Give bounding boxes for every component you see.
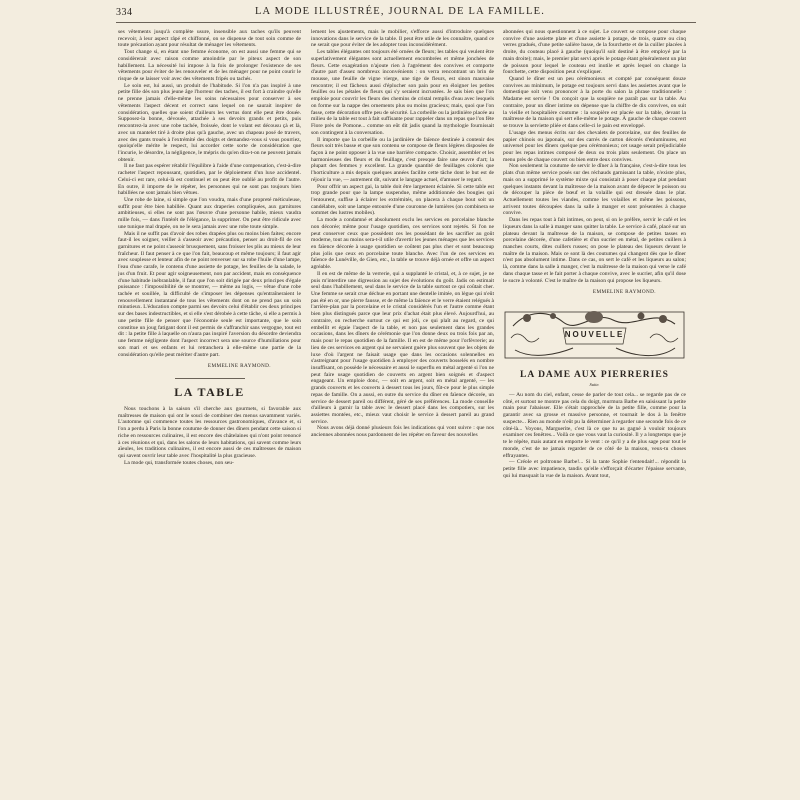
paragraph: ses vêtements jusqu'à complète usure, insensible aux taches qu'ils peuvent recevoir, à leur aspect râpé et chiffonné, on se dispense de tout soin comme de toute précaution ayant pour résultat de ménager les vêtements.	[118, 29, 301, 49]
paragraph: Pour offrir un aspect gai, la table doit être largement éclairée. Si cette table est trop grande pour que la lampe suspendue, même additionnée des bougies qui l'entourent, suffise à éclairer les extrémités, on placera à chaque bout soit un candélabre, soit une lampe entourée d'une couronne de lumières (on combinera se sommet des lustres mobiles).	[311, 183, 494, 217]
paragraph: Le soin est, lui aussi, un produit de l'habitude. Si l'on n'a pas inspiré à une petite fille dès son plus jeune âge l'horreur des taches, il est fort à craindre qu'elle ne prenne jamais d'elle-même les soins nécessaires pour conserver à ses vêtements l'aspect décent et correct sans lequel on ne saurait inspirer de considération, quelles que soient d'ailleurs les vertus dont elle peut être douée. Supposez-la bonne, dévouée, attachée à ses devoirs grands et petits, puis rencontrez-la avec une robe tachée, froissée, dont le volant est décousu çà et là, avec un mantelet tiré à droite plus qu'à gauche, avec un chapeau posé de travers, avec des gants troués à l'extrémité des doigts et demandez-vous si vous pourriez, quoiqu'elle mérite le respect, lui accorder cette sorte de considération que l'incurie, le désordre, la négligence, le mépris du qu'en dira-t-on ne peuvent jamais obtenir.	[118, 82, 301, 163]
nouvelle-banner	[503, 304, 686, 364]
paragraph: Les tables élégantes ont toujours été ornées de fleurs; les tables qui veulent être superlativement élégantes sont actuellement encombrées et même jonchées de fleurs. Cette exagération n'ajoute rien à l'agrément des convives et comporte d'autre part d'assez nombreux inconvénients : on verra rencontrant un brin de mousse, une feuille de vigne vierge, une tige de fleurs, est sinon mauvaise rencontre; il est fâcheux aussi d'éplucher son pain pour en éloigner les petites feuilles ou les pétales de fleurs qui s'y seraient incrustées. Je sais bien que l'on emploie pour couvrir les fleurs des chemins de cristal remplis d'eau avec lesquels on forme sur la nappe des ornements plus ou moins gracieux; mais, quoi que l'on fasse, cette décoration offre peu de sécurité. La corbeille ou la jardinière placée au milieu de la table est tout à fait suffisante pour rappeler dans un repas que l'on fête Flore près de Pomone... comme on eût dit jadis quand la mythologie fournissait son contingent à la conversation.	[311, 49, 494, 136]
paragraph: La mode qui, transformée toutes choses, non seu-	[124, 459, 234, 466]
section-divider	[175, 378, 245, 379]
paragraph: Non seulement la coutume de servir le dîner à la française, c'est-à-dire tous les plats d'un même service posés sur des réchauds garnissant la table, n'existe plus, mais on a supprimé le système mixte qui consistait à poser chaque plat pendant quelques instants devant la maîtresse de la maison avant de dépecer le poisson ou de découper la pièce de bœuf et la volaille qui est dressée dans le plat. Actuellement toutes les viandes, comme les volailles et même les poissons, arrivent toutes découpées dans la salle à manger et sont présentées à chaque convive.	[503, 163, 686, 217]
story-title: LA DAME AUX PIERRERIES	[520, 370, 669, 381]
banner-label: NOUVELLE	[564, 330, 625, 340]
paragraph: Nous touchons à la saison s'il cherche aux gourmets, si favorable aux maîtresses de maison qui ont le souci de combiner des menus savamment variés. L'automne qui commence toutes les ressources gastronomiques, d'avance et, si l'on a perdu à Paris la bonne coutume de donner des dîners pendant cette saison si riche en ressources culinaires, il est encore des châtelaines qui n'ont point renoncé à ces réunions et qui, dans les salons de leurs habitations, qui savent comme leurs aïeules, les traditions culinaires, il est encore aussi de ces maîtresses de maison qui savent ouvrir leur table avec l'hospitalité la plus gracieuse.	[118, 405, 301, 459]
paragraph: lement les ajustements, mais le mobilier, s'efforce aussi d'introduire quelques innovations dans le service de la table. Il peut être utile de les connaître, quand ce ne serait que pour éviter de les adopter tous inconsidérément.	[311, 29, 494, 49]
paragraph: — Créole et poltronne Barbe!... Si la tante Sophie t'entendait!... répondit la petite fille avec impatience, tandis qu'elle s'efforçait d'écarter l'épaisse servante, qui lui masquait la vue de la maison. Avant tout,	[503, 459, 686, 479]
column-3	[503, 29, 686, 797]
paragraph: Il importe que la corbeille ou la jardinière de faïence destinée à contenir des fleurs soit très basse et que son contenu se compose de fleurs légères disposées de façon à ne point opposer à la vue une barrière compacte. Choisir, assembler et les harmonieuses des fleurs et du feuillage, c'est presque faire une œuvre d'art; la plupart des femmes y excellent. La grande quantité de feuillages colorés que l'horticulture a mis depuis quelques années facilite cette tâche dont le but est de réjouir la vue, — autrement dit, suivant le langage actuel, d'amuser le regard.	[311, 136, 494, 183]
paragraph: Une robe de laine, si simple que l'on voudra, mais d'une propreté méticuleuse, suffit pour être bien habillée. Quant aux draperies compliquées, aux garnitures ambitieuses, si elles ne sont pas l'œuvre d'une personne habile, mieux vaudra mille fois, — dans l'intérêt de l'élégance, la supprimer. On peut être ridicule avec une tunique mal drapée, on ne le sera jamais avec une robe toute simple.	[118, 196, 301, 230]
story-subtitle: Suite.	[589, 382, 600, 388]
paragraph: Quand le dîner est un peu cérémonieux et compté par conséquent douze convives au minimum, le potage est toujours servi dans les assiettes avant que le domestique soit venu prononcer à la porte du salon la phrase traditionnelle : Madame est servie ! On conçoit que la soupière ne paraît pas sur la table. Au contraire, pour un dîner intime on dépense que la chiffre de dix convives, on suit la vieille et hospitalière coutume : la soupière est placée sur la table, devant la maîtresse de la maison qui sert elle-même le potage. À gauche de chaque couvert se trouve la serviette pliée et dans celle-ci le pain est enveloppé.	[503, 76, 686, 130]
column-1	[118, 29, 301, 797]
paragraph: Nous avons déjà donné plusieurs fois les indications qui vont suivre : que nos anciennes abonnées nous pardonnent de les répéter en faveur des nouvelles	[311, 425, 494, 439]
section-title: LA TABLE	[174, 384, 245, 399]
paragraph: La mode a condamné et absolument exclu les services en porcelaine blanche non décorée; même pour l'usage quotidien, ces services sont rejetés. Si l'on ne peut conserver ceux que possèdent ces les possédant de les sacrifier au goût moderne, tout au moins sera-t-il utile d'avertir les jeunes ménages que les services en faïence décorée à usage quotidien se coûtent pas plus cher et sont beaucoup plus jolis que ceux en porcelaine toute blanche. Avec l'un de ces services en faïence de Lunéville, de Gien, etc., la table se trouve déjà ornée et offre un aspect agréable.	[311, 217, 494, 271]
paragraph: Tout change si, en étant une femme économe, on est aussi une femme qui se considèrerait avec raison comme amoindrie par le piteux aspect de son habillement. La nécessité lui impose à la fois de prolonger l'existence de ses vêtements pour éviter de les renouveler et de les ménager pour ne point courir le risque de se laisser voir avec des vêtements fripés ou tachés.	[118, 49, 301, 83]
page-number: 334	[116, 7, 133, 18]
author-signature: EMMELINE RAYMOND.	[592, 289, 656, 296]
author-signature: EMMELINE RAYMOND.	[207, 363, 271, 370]
paragraph: Il ne faut pas espérer rétablir l'équilibre à l'aide d'une compensation, c'est-à-dire racheter l'aspect repoussant, quotidien, par le déploiement d'un luxe accidentel. Celui-ci est rare, celui-là est continuel et on peut être oublié au profit de l'autre. En outre, il importe de le répéter, les personnes qui ne sont pas toujours bien habillées ne sont jamais bien vêtues.	[118, 163, 301, 197]
paragraph: Mais il ne suffit pas d'avoir des robes drapées plus ou moins bien faites; encore faut-il les soigner, veiller à s'asseoir avec précaution, penser au droit-fil de ces garnitures et ne point s'asseoir brusquement, sans froisser les plis au mieux de leur fraîcheur. Il faut penser à ce que l'on fait, beaucoup et même toujours; il faut agir avec souplesse et lenteur afin de ne point renverser sur sa robe l'huile d'une lampe, l'eau d'une carafe, le contenu d'une assiette de potage, les feuilles de la salade, le jus d'un fruit. Et pour agir soigneusement, non par accident, mais en conséquence d'une habitude inébranlable, il faut que l'on soit dirigée par deux principes d'égale puissance : l'impossibilité de se montrer, — même au logis, — vêtue d'une robe tachée et souillée, la difficulté de s'imposer les dépenses qu'entraîneraient le renouvellement instantané de tous les vêtements dont on ne prend pas un soin minutieux. L'éducation compte parmi ses devoirs celui d'établir ces deux principes sur des bases indestructibles, et si elle s'est dérobée à cette tâche, si elle a permis à une petite fille de penser que l'économie seule est importante, que le soin constitue un joug fatigant dont il est permis de s'affranchir sans vergogne, tout est dit : la petite fille à laquelle on n'aura pas inspiré l'aversion du désordre deviendra une femme négligente dont l'aspect incorrect sera une source d'humiliations pour son mari et ses enfants et lui retranchera à elle-même une partie de la considération qu'elle peut mériter d'autre part.	[118, 230, 301, 358]
paragraph: abonnées qui nous questionnent à ce sujet. Le couvert se compose pour chaque convive d'une assiette plate et d'une assiette à potage, de trois, quatre ou cinq verres gradués, d'une petite salière basse, de la fourchette et de la cuiller placées à droite, du couteau placé à gauche (quoiqu'il soit destiné à être employé par la main droite); mais, le premier plat servi après le potage étant généralement un plat de poisson pour lequel le couteau est inutile et après lequel on change la fourchette, cette disposition peut s'expliquer.	[503, 29, 686, 76]
column-2	[311, 29, 494, 797]
paragraph: L'usage des menus écrits sur des chevalets de porcelaine, sur des feuilles de papier chinois ou japonais, sur des carrés de carton décorés d'enluminures, est universel pour les dîners quelque peu cérémonieux; cet usage serait préjudiciable pour les repas intimes composé de deux ou trois plats seulement. On place un menu près de chaque couvert ou bien entre deux convives.	[503, 129, 686, 163]
header-rule	[116, 22, 696, 23]
paragraph: Il en est de même de la verrerie, qui a supplanté le cristal, et, à ce sujet, je ne puis m'interdire une digression au sujet des évolutions du goût. Jadis on estimait seul dans l'habillement, seul dans le service de la table surtout ce qui coûtait cher. Une femme se serait crue déchue en portant une dentelle imitée, on lègue qui n'eût pas été en or, une pierre fausse, et de même la faïence et le verre étaient relégués à l'arrière-plan par la porcelaine et le cristal considérés l'un et l'autre comme étant bien plus distingués parce que leur prix d'achat était plus élevé. Aujourd'hui, au contraire, on recherche surtout ce qui est joli, ce qui plaît au regard, ce qui embellit et égaie l'aspect de la table, et non pas seulement dans les grandes occasions, dans les dîners de cérémonie que l'on donne deux ou trois fois par an, mais pour le repas quotidien de la famille. Il en est de même pour l'orfèvrerie; au lieu de ces services en argent qui ne servaient guère plus souvent que les objets de luxe d'où l'argent ne faisait usage que dans les occasions solennelles en s'astreignant pour l'usage quotidien à employer des couverts bosselés en nombre insuffisant, on possède le nécessaire et aussi le superflu en métal argenté si l'on ne peut faire usage quotidien de couverts en argent bien soignés et d'aspect engageant. Un emploie donc, — soit en argent, soit en métal argenté, — les grands couverts et les couverts à dessert tous les jours, fût-ce pour le plus simple repas de famille. On a aussi, en outre du service du dîner en faïence décorée, un service de dessert pareil ou différent, géré de ses préférences. La mode conseille d'ailleurs à garnir la table avec le dessert placé dans les compotiers, sur les assiettes montées, etc., mieux vaut choisir le service à dessert pareil au grand service.	[311, 270, 494, 425]
paragraph: — Au nom du ciel, enfant, cesse de parler de tout cela... se regarde pas de ce côté, et surtout ne montre pas cela du doigt, murmura Barbe en saisissant la petite main pour l'abaisser. Elle s'était rapprochée de la petite fille, comme pour la garantir avec sa grosse et massive personne, et tournait le dos à la fenêtre suspecte... Rien au monde n'eût pu la déterminer à regarder une seconde fois de ce côté-là... Voyons, Marguerite, c'est là ce que tu as gagné à vouloir toujours examiner ces fenêtres... Voilà ce que vous vaut la curiosité. Il y a longtemps que je te le répète, mais autant en emporte le vent : ce qu'il y a de plus sage pour tout le monde, c'est de ne jamais regarder de ce côté de la maison, veux-tu choses effrayantes.	[503, 392, 686, 459]
paragraph: Dans les repas tout à fait intimes, on peut, si on le préfère, servir le café et les liqueurs dans la salle à manger sans quitter la table. Le service à café, placé sur un plateau devant la maîtresse de la maison, se compose de petites tasses en porcelaine décorée, d'une cafetière et d'un sucrier en métal, de petites cuillers à manches courts, dites cuillers russes; on pose le plateau des liqueurs devant le maître de la maison. Mais ce sont là des coutumes qui changent dès que le dîner n'est pas absolument intime. Dans ce cas, on sert le café et les liqueurs au salon; là, comme dans la salle à manger, c'est la maîtresse de la maison qui verse le café dans chaque tasse et le fait porter à chaque convive, avec le sucrier, afin qu'il dose le sucre à volonté. C'est le maître de la maison qui propose les liqueurs.	[503, 217, 686, 284]
running-title: LA MODE ILLUSTRÉE, JOURNAL DE LA FAMILLE.	[254, 6, 546, 17]
